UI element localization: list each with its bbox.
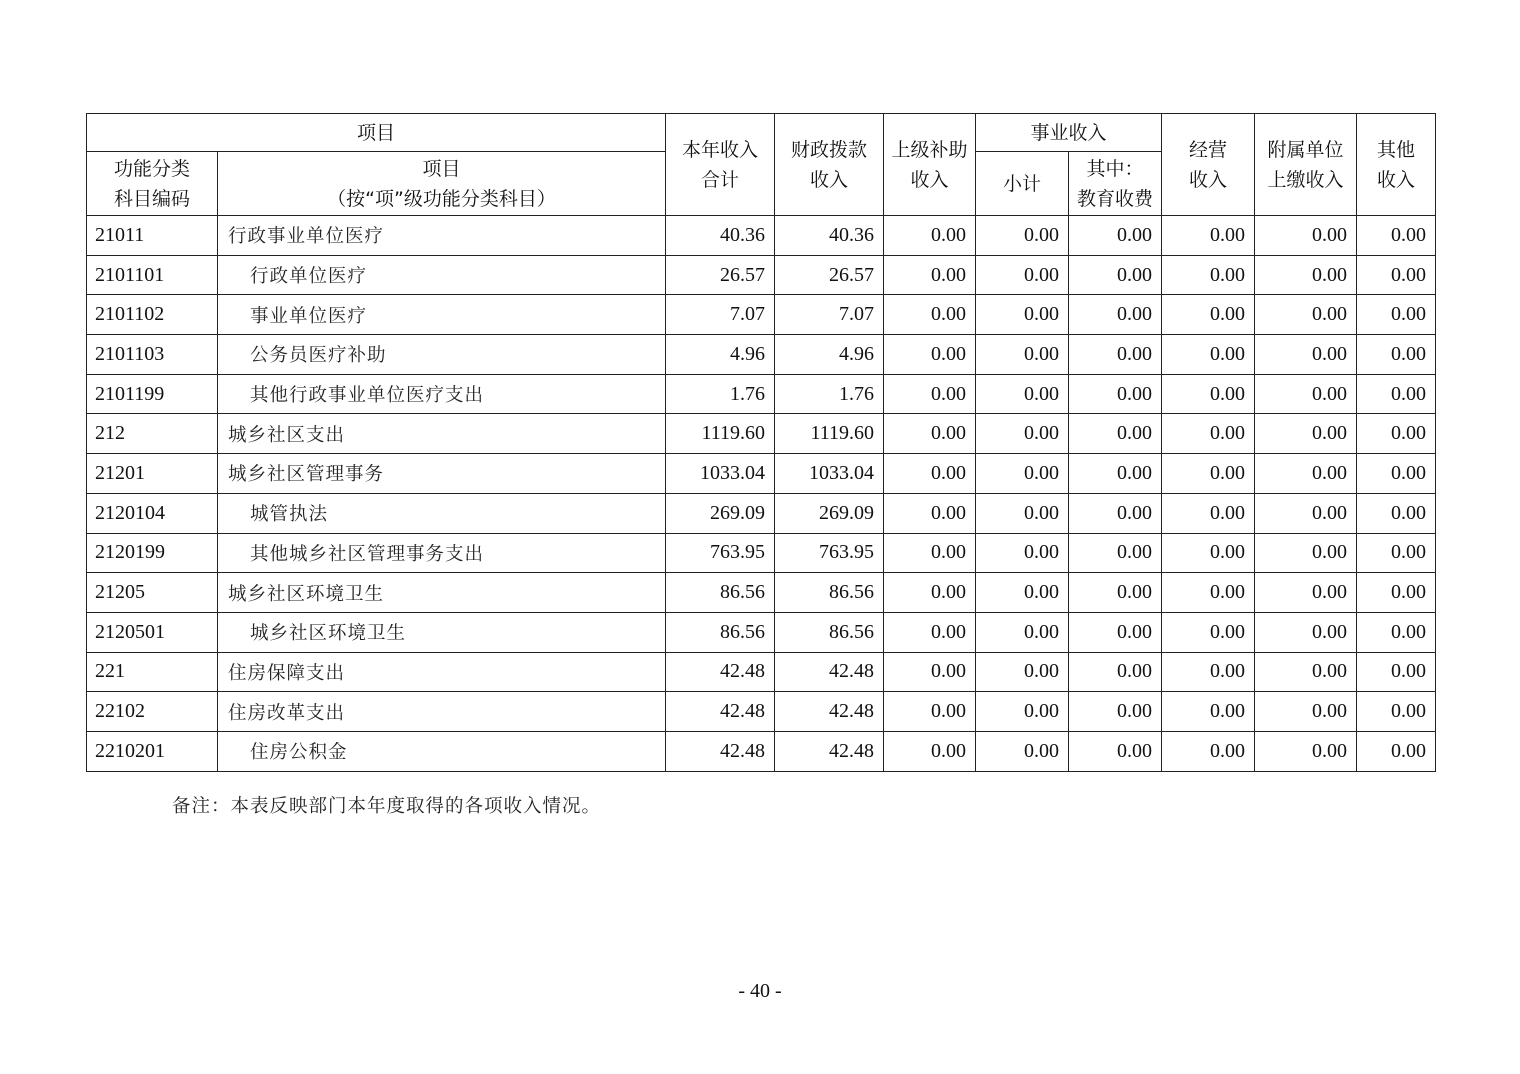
edu-cell: 0.00 <box>1069 612 1162 652</box>
name-cell: 城乡社区环境卫生 <box>218 573 666 613</box>
affiliated-cell: 0.00 <box>1255 692 1357 732</box>
subtotal-cell: 0.00 <box>976 652 1069 692</box>
superior-cell: 0.00 <box>884 652 976 692</box>
table-row <box>87 374 1436 414</box>
table-row <box>87 692 1436 732</box>
code-cell: 221 <box>87 652 218 692</box>
code-cell: 2210201 <box>87 731 218 771</box>
other-cell: 0.00 <box>1357 414 1436 454</box>
header-edu-line1: 其中： <box>1086 157 1144 180</box>
total-cell: 42.48 <box>666 692 775 732</box>
total-cell: 1119.60 <box>666 414 775 454</box>
other-cell: 0.00 <box>1357 652 1436 692</box>
fiscal-cell: 40.36 <box>775 216 884 256</box>
total-cell: 26.57 <box>666 255 775 295</box>
table-row <box>87 255 1436 295</box>
superior-cell: 0.00 <box>884 216 976 256</box>
header-other-line1: 其他 <box>1377 138 1416 161</box>
affiliated-cell: 0.00 <box>1255 493 1357 533</box>
name-cell: 其他城乡社区管理事务支出 <box>218 533 666 573</box>
header-code-line2: 科目编码 <box>113 187 190 210</box>
table-row <box>87 573 1436 613</box>
superior-cell: 0.00 <box>884 612 976 652</box>
header-operating-line2: 收入 <box>1189 168 1228 191</box>
name-cell: 其他行政事业单位医疗支出 <box>218 374 666 414</box>
edu-cell: 0.00 <box>1069 493 1162 533</box>
affiliated-cell: 0.00 <box>1255 612 1357 652</box>
header-total-line2: 合计 <box>701 168 740 191</box>
superior-cell: 0.00 <box>884 255 976 295</box>
header-operating-line1: 经营 <box>1189 138 1228 161</box>
header-operating <box>1162 114 1255 216</box>
subtotal-cell: 0.00 <box>976 692 1069 732</box>
operating-cell: 0.00 <box>1162 533 1255 573</box>
affiliated-cell: 0.00 <box>1255 374 1357 414</box>
table-note: 备注：本表反映部门本年度取得的各项收入情况。 <box>172 796 602 817</box>
header-affiliated-line2: 上缴收入 <box>1267 168 1344 191</box>
code-cell: 2120501 <box>87 612 218 652</box>
affiliated-cell: 0.00 <box>1255 573 1357 613</box>
name-cell: 行政事业单位医疗 <box>218 216 666 256</box>
header-total-line1: 本年收入 <box>682 138 759 161</box>
subtotal-cell: 0.00 <box>976 573 1069 613</box>
name-cell: 住房保障支出 <box>218 652 666 692</box>
superior-cell: 0.00 <box>884 731 976 771</box>
header-edu <box>1069 152 1162 216</box>
edu-cell: 0.00 <box>1069 573 1162 613</box>
subtotal-cell: 0.00 <box>976 493 1069 533</box>
name-cell: 城乡社区支出 <box>218 414 666 454</box>
table-row <box>87 652 1436 692</box>
total-cell: 1033.04 <box>666 454 775 494</box>
fiscal-cell: 7.07 <box>775 295 884 335</box>
page-number: - 40 - <box>738 980 782 1002</box>
name-cell: 城管执法 <box>218 493 666 533</box>
table-row <box>87 414 1436 454</box>
code-cell: 2101199 <box>87 374 218 414</box>
edu-cell: 0.00 <box>1069 295 1162 335</box>
fiscal-cell: 4.96 <box>775 335 884 375</box>
fiscal-cell: 42.48 <box>775 692 884 732</box>
code-cell: 2120104 <box>87 493 218 533</box>
header-code <box>87 152 218 216</box>
code-cell: 2101101 <box>87 255 218 295</box>
total-cell: 86.56 <box>666 573 775 613</box>
fiscal-cell: 1033.04 <box>775 454 884 494</box>
other-cell: 0.00 <box>1357 216 1436 256</box>
affiliated-cell: 0.00 <box>1255 533 1357 573</box>
operating-cell: 0.00 <box>1162 216 1255 256</box>
subtotal-cell: 0.00 <box>976 216 1069 256</box>
header-code-line1: 功能分类 <box>113 157 190 180</box>
other-cell: 0.00 <box>1357 573 1436 613</box>
operating-cell: 0.00 <box>1162 335 1255 375</box>
table-row <box>87 295 1436 335</box>
superior-cell: 0.00 <box>884 335 976 375</box>
fiscal-cell: 763.95 <box>775 533 884 573</box>
header-other <box>1357 114 1436 216</box>
other-cell: 0.00 <box>1357 295 1436 335</box>
subtotal-cell: 0.00 <box>976 612 1069 652</box>
table-row <box>87 731 1436 771</box>
code-cell: 21011 <box>87 216 218 256</box>
header-affiliated <box>1255 114 1357 216</box>
edu-cell: 0.00 <box>1069 414 1162 454</box>
total-cell: 40.36 <box>666 216 775 256</box>
code-cell: 21201 <box>87 454 218 494</box>
subtotal-cell: 0.00 <box>976 731 1069 771</box>
header-other-line2: 收入 <box>1377 168 1416 191</box>
other-cell: 0.00 <box>1357 731 1436 771</box>
total-cell: 86.56 <box>666 612 775 652</box>
fiscal-cell: 26.57 <box>775 255 884 295</box>
header-superior-line1: 上级补助 <box>891 138 968 161</box>
table-row <box>87 454 1436 494</box>
edu-cell: 0.00 <box>1069 335 1162 375</box>
superior-cell: 0.00 <box>884 493 976 533</box>
name-cell: 事业单位医疗 <box>218 295 666 335</box>
operating-cell: 0.00 <box>1162 374 1255 414</box>
total-cell: 7.07 <box>666 295 775 335</box>
total-cell: 763.95 <box>666 533 775 573</box>
name-cell: 城乡社区管理事务 <box>218 454 666 494</box>
header-superior-line2: 收入 <box>910 168 949 191</box>
fiscal-cell: 269.09 <box>775 493 884 533</box>
edu-cell: 0.00 <box>1069 454 1162 494</box>
affiliated-cell: 0.00 <box>1255 731 1357 771</box>
code-cell: 21205 <box>87 573 218 613</box>
code-cell: 22102 <box>87 692 218 732</box>
other-cell: 0.00 <box>1357 612 1436 652</box>
edu-cell: 0.00 <box>1069 652 1162 692</box>
header-name-line2: （按“项”级功能分类科目） <box>327 187 556 210</box>
affiliated-cell: 0.00 <box>1255 335 1357 375</box>
superior-cell: 0.00 <box>884 374 976 414</box>
header-fiscal-line1: 财政拨款 <box>791 138 868 161</box>
code-cell: 212 <box>87 414 218 454</box>
code-cell: 2101103 <box>87 335 218 375</box>
operating-cell: 0.00 <box>1162 731 1255 771</box>
superior-cell: 0.00 <box>884 295 976 335</box>
operating-cell: 0.00 <box>1162 414 1255 454</box>
operating-cell: 0.00 <box>1162 255 1255 295</box>
other-cell: 0.00 <box>1357 255 1436 295</box>
header-total <box>666 114 775 216</box>
subtotal-cell: 0.00 <box>976 374 1069 414</box>
name-cell: 行政单位医疗 <box>218 255 666 295</box>
subtotal-cell: 0.00 <box>976 454 1069 494</box>
header-fiscal <box>775 114 884 216</box>
affiliated-cell: 0.00 <box>1255 216 1357 256</box>
code-cell: 2120199 <box>87 533 218 573</box>
header-name-line1: 项目 <box>422 157 461 180</box>
operating-cell: 0.00 <box>1162 652 1255 692</box>
code-cell: 2101102 <box>87 295 218 335</box>
name-cell: 住房改革支出 <box>218 692 666 732</box>
header-subtotal: 小计 <box>976 152 1069 216</box>
table-row <box>87 612 1436 652</box>
operating-cell: 0.00 <box>1162 573 1255 613</box>
superior-cell: 0.00 <box>884 692 976 732</box>
subtotal-cell: 0.00 <box>976 414 1069 454</box>
table-row <box>87 335 1436 375</box>
operating-cell: 0.00 <box>1162 612 1255 652</box>
table-row <box>87 216 1436 256</box>
superior-cell: 0.00 <box>884 573 976 613</box>
edu-cell: 0.00 <box>1069 731 1162 771</box>
edu-cell: 0.00 <box>1069 692 1162 732</box>
header-superior <box>884 114 976 216</box>
subtotal-cell: 0.00 <box>976 335 1069 375</box>
name-cell: 公务员医疗补助 <box>218 335 666 375</box>
other-cell: 0.00 <box>1357 493 1436 533</box>
table-row <box>87 493 1436 533</box>
subtotal-cell: 0.00 <box>976 533 1069 573</box>
header-business-group: 事业收入 <box>976 114 1162 152</box>
operating-cell: 0.00 <box>1162 295 1255 335</box>
superior-cell: 0.00 <box>884 454 976 494</box>
header-edu-line2: 教育收费 <box>1077 187 1154 210</box>
total-cell: 42.48 <box>666 731 775 771</box>
affiliated-cell: 0.00 <box>1255 295 1357 335</box>
header-name <box>218 152 666 216</box>
header-affiliated-line1: 附属单位 <box>1267 138 1344 161</box>
other-cell: 0.00 <box>1357 454 1436 494</box>
fiscal-cell: 42.48 <box>775 731 884 771</box>
affiliated-cell: 0.00 <box>1255 414 1357 454</box>
other-cell: 0.00 <box>1357 533 1436 573</box>
table-header <box>87 114 1436 216</box>
superior-cell: 0.00 <box>884 533 976 573</box>
table-body <box>87 216 1436 772</box>
other-cell: 0.00 <box>1357 335 1436 375</box>
operating-cell: 0.00 <box>1162 692 1255 732</box>
income-table <box>86 113 1436 772</box>
superior-cell: 0.00 <box>884 414 976 454</box>
fiscal-cell: 42.48 <box>775 652 884 692</box>
total-cell: 42.48 <box>666 652 775 692</box>
edu-cell: 0.00 <box>1069 533 1162 573</box>
fiscal-cell: 86.56 <box>775 573 884 613</box>
other-cell: 0.00 <box>1357 692 1436 732</box>
edu-cell: 0.00 <box>1069 216 1162 256</box>
subtotal-cell: 0.00 <box>976 295 1069 335</box>
affiliated-cell: 0.00 <box>1255 652 1357 692</box>
total-cell: 269.09 <box>666 493 775 533</box>
fiscal-cell: 86.56 <box>775 612 884 652</box>
fiscal-cell: 1119.60 <box>775 414 884 454</box>
edu-cell: 0.00 <box>1069 255 1162 295</box>
header-fiscal-line2: 收入 <box>810 168 849 191</box>
name-cell: 住房公积金 <box>218 731 666 771</box>
operating-cell: 0.00 <box>1162 454 1255 494</box>
header-item-group: 项目 <box>87 114 666 152</box>
total-cell: 4.96 <box>666 335 775 375</box>
edu-cell: 0.00 <box>1069 374 1162 414</box>
other-cell: 0.00 <box>1357 374 1436 414</box>
fiscal-cell: 1.76 <box>775 374 884 414</box>
affiliated-cell: 0.00 <box>1255 255 1357 295</box>
total-cell: 1.76 <box>666 374 775 414</box>
operating-cell: 0.00 <box>1162 493 1255 533</box>
affiliated-cell: 0.00 <box>1255 454 1357 494</box>
table-row <box>87 533 1436 573</box>
subtotal-cell: 0.00 <box>976 255 1069 295</box>
name-cell: 城乡社区环境卫生 <box>218 612 666 652</box>
